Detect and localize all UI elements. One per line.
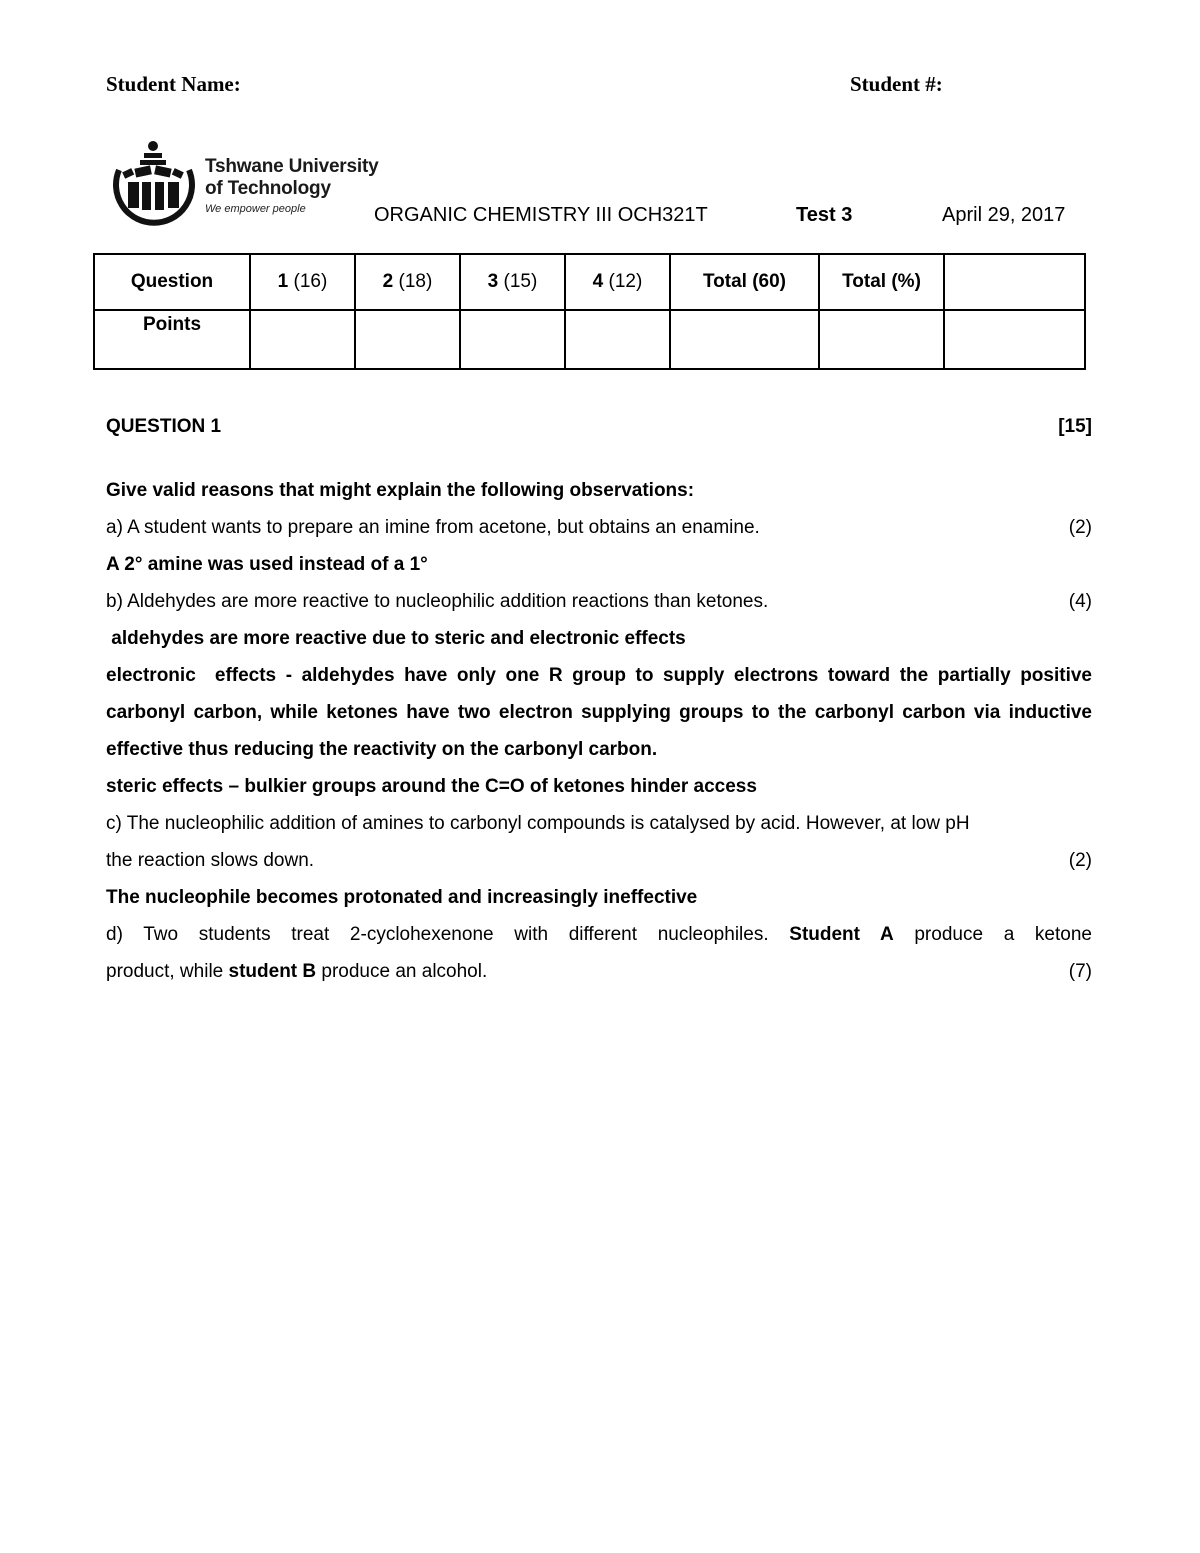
question-4-header: 4 (12): [565, 254, 670, 310]
question-total-marks: [15]: [1058, 416, 1092, 437]
part-a-answer: A 2° amine was used instead of a 1°: [106, 554, 428, 575]
points-cell-q1[interactable]: [250, 310, 355, 369]
empty-header-cell: [944, 254, 1085, 310]
question-1-header: 1 (16): [250, 254, 355, 310]
part-d-line2: product, while student B produce an alcohol.: [106, 961, 488, 982]
question-header-cell: Question: [94, 254, 250, 310]
points-cell-total-percent[interactable]: [819, 310, 944, 369]
part-d-marks: (7): [1068, 961, 1092, 982]
part-b-answer-electronic: electronic effects - aldehydes have only one R group to supply electrons toward the partially positive carbonyl carbon, while ketones have two electron supplying groups to the carbonyl carbon via inductive effective thus reducing the reactivity on the carbonyl carbon.: [106, 665, 1098, 760]
points-cell-extra[interactable]: [944, 310, 1085, 369]
part-a: [106, 509, 1092, 546]
student-number-label: Student #:: [850, 72, 943, 96]
logo-tagline: We empower people: [205, 203, 306, 215]
part-b-text: b) Aldehydes are more reactive to nucleophilic addition reactions than ketones.: [106, 591, 769, 612]
course-title: ORGANIC CHEMISTRY III OCH321T: [374, 204, 708, 226]
points-cell-q4[interactable]: [565, 310, 670, 369]
total-header: Total (60): [670, 254, 819, 310]
part-a-text: a) A student wants to prepare an imine from acetone, but obtains an enamine.: [106, 517, 760, 538]
student-a-label: Student A: [789, 924, 894, 945]
part-d-line1: d) Two students treat 2-cyclohexenone with different nucleophiles. Student A produce a ketone: [106, 924, 1092, 945]
part-a-marks: (2): [1068, 517, 1092, 538]
points-label-cell: Points: [94, 310, 250, 369]
score-table: [93, 253, 1086, 370]
part-c-marks: (2): [1068, 850, 1092, 871]
question-1-body: [106, 472, 1098, 990]
test-number: Test 3: [796, 204, 853, 226]
question-instruction: Give valid reasons that might explain the following observations:: [106, 480, 695, 501]
test-date: April 29, 2017: [942, 204, 1066, 226]
logo-text-line1: Tshwane University: [205, 156, 379, 177]
part-d-line2-row: [106, 953, 1092, 990]
question-3-header: 3 (15): [460, 254, 565, 310]
part-c-line2: the reaction slows down.: [106, 850, 315, 871]
student-name-label: Student Name:: [106, 72, 241, 96]
points-cell-q2[interactable]: [355, 310, 460, 369]
student-b-label: student B: [228, 961, 317, 982]
part-b-answer-summary: aldehydes are more reactive due to steric and electronic effects: [106, 628, 686, 649]
part-b: [106, 583, 1092, 620]
question-title: QUESTION 1: [106, 416, 222, 437]
university-logo: [107, 140, 377, 226]
part-b-marks: (4): [1068, 591, 1092, 612]
total-percent-header: Total (%): [819, 254, 944, 310]
points-cell-q3[interactable]: [460, 310, 565, 369]
part-c-answer: The nucleophile becomes protonated and increasingly ineffective: [106, 887, 698, 908]
question-2-header: 2 (18): [355, 254, 460, 310]
logo-text-line2: of Technology: [205, 178, 331, 199]
part-c-line2-row: [106, 842, 1092, 879]
part-b-answer-steric: steric effects – bulkier groups around the C=O of ketones hinder access: [106, 776, 757, 797]
score-table-header-row: [94, 254, 1085, 310]
university-emblem-icon: [107, 140, 199, 226]
score-table-points-row: [94, 310, 1085, 369]
part-c-line1: c) The nucleophilic addition of amines to carbonyl compounds is catalysed by acid. However, at low pH: [106, 813, 970, 834]
points-cell-total[interactable]: [670, 310, 819, 369]
